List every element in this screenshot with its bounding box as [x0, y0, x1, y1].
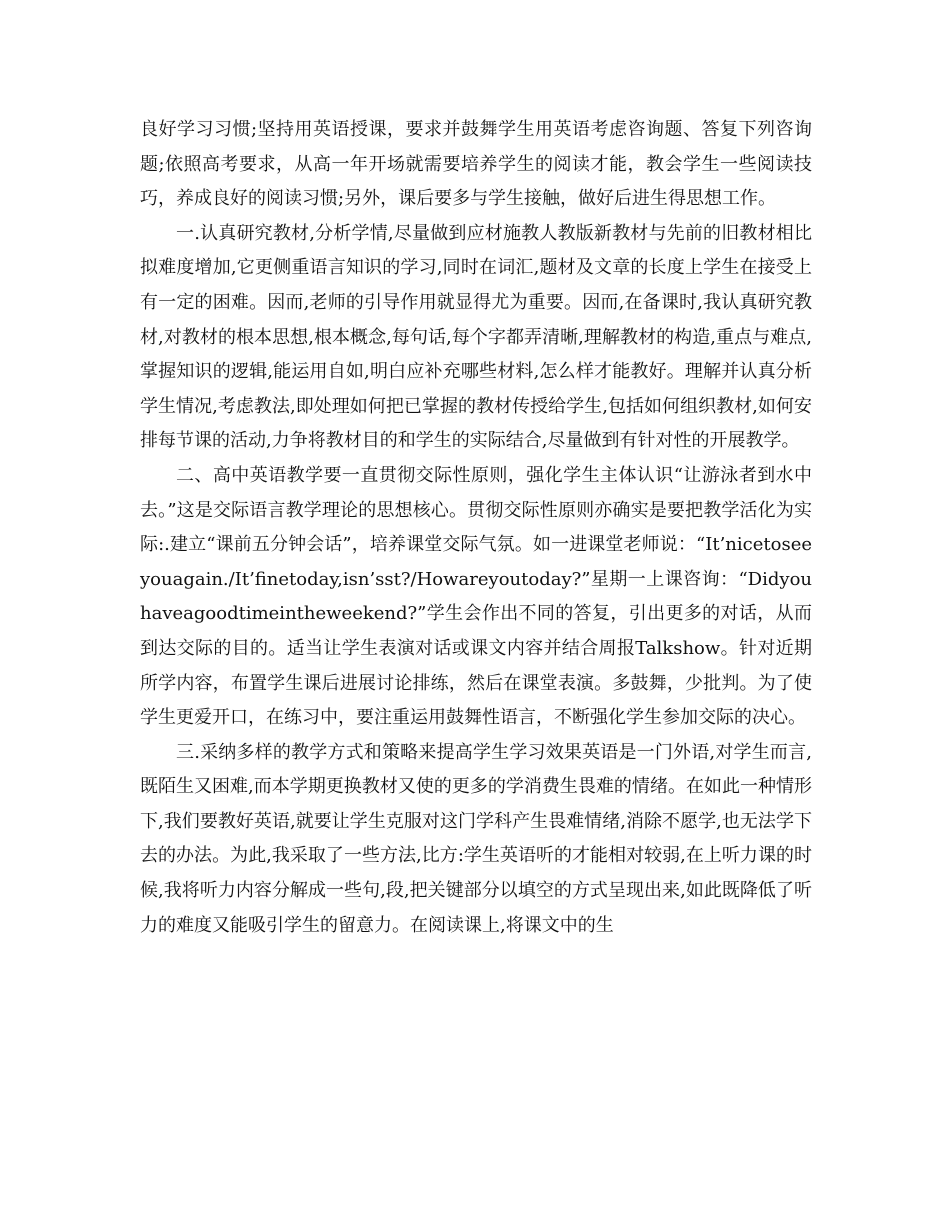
body-paragraph-section-2: 二、高中英语教学要一直贯彻交际性原则，强化学生主体认识“让游泳者到水中去。”这是交际语言教学理论的思想核心。贯彻交际性原则亦确实是要把教学活化为实际:.建立“课前五分钟会话”，培养课堂交际气氛。如一进课堂老师说：“It’nicetoseeyouagain./It’finetoday,isn’sst?/Howareyoutoday?”星期一上课咨询：“Didyouhaveagoodtimeintheweekend?”学生会作出不同的答复，引出更多的对话，从而到达交际的目的。适当让学生表演对话或课文内容并结合周报Talkshow。针对近期所学内容，布置学生课后进展讨论排练，然后在课堂表演。多鼓舞，少批判。为了使学生更爱开口，在练习中，要注重运用鼓舞性语言，不断强化学生参加交际的决心。 [140, 464, 812, 729]
document-body [140, 113, 812, 943]
body-paragraph-intro: 良好学习习惯;坚持用英语授课，要求并鼓舞学生用英语考虑咨询题、答复下列咨询题;依照高考要求，从高一年开场就需要培养学生的阅读才能，教会学生一些阅读技巧，养成良好的阅读习惯;另外，课后要多与学生接触，做好后进生得思想工作。 [140, 119, 812, 210]
body-paragraph-section-3: 三.采纳多样的教学方式和策略来提高学生学习效果英语是一门外语,对学生而言,既陌生又困难,而本学期更换教材又使的更多的学消费生畏难的情绪。在如此一种情形下,我们要教好英语,就要让学生克服对这门学科产生畏难情绪,消除不愿学,也无法学下去的办法。为此,我采取了一些方法,比方:学生英语听的才能相对较弱,在上听力课的时候,我将听力内容分解成一些句,段,把关键部分以填空的方式呈现出来,如此既降低了听力的难度又能吸引学生的留意力。在阅读课上,将课文中的生 [140, 741, 812, 936]
body-paragraph-section-1: 一.认真研究教材,分析学情,尽量做到应材施教人教版新教材与先前的旧教材相比拟难度增加,它更侧重语言知识的学习,同时在词汇,题材及文章的长度上学生在接受上有一定的困难。因而,老师的引导作用就显得尤为重要。因而,在备课时,我认真研究教材,对教材的根本思想,根本概念,每句话,每个字都弄清晰,理解教材的构造,重点与难点,掌握知识的逻辑,能运用自如,明白应补充哪些材料,怎么样才能教好。理解并认真分析学生情况,考虑教法,即处理如何把已掌握的教材传授给学生,包括如何组织教材,如何安排每节课的活动,力争将教材目的和学生的实际结合,尽量做到有针对性的开展教学。 [140, 222, 812, 452]
